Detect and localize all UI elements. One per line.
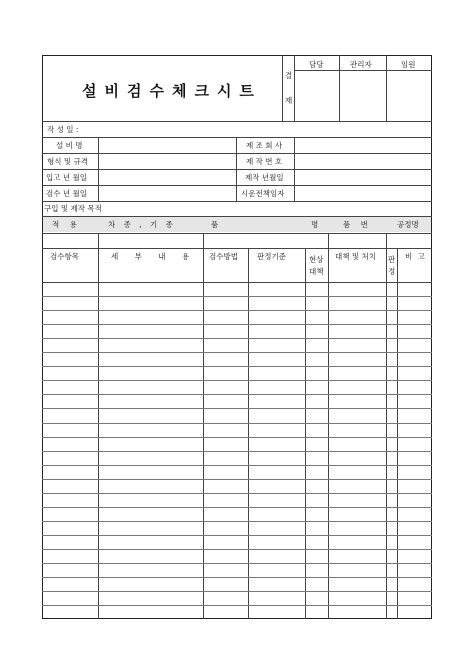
table-row-line [42,577,432,578]
col-phenomenon-top: 현상 [309,255,324,264]
row-line [42,153,432,154]
table-row-line [42,563,432,564]
table-row-line [42,451,432,452]
table-row-line [42,338,432,339]
col-judgment-bottom: 정 [388,267,396,276]
col-phenomenon-bottom: 대책 [309,267,324,276]
table-row-line [42,380,432,381]
label-serial-no: 제 작 번 호 [246,157,283,166]
header-bottom-line [42,282,432,283]
apply-label: 적 용 [52,220,81,229]
row-line [42,169,432,170]
table-row-line [42,352,432,353]
label-trial-run-manager: 시운전책임자 [241,189,285,198]
label-equipment-name: 설 비 명 [56,141,83,150]
part-label-1: 품 [211,220,219,229]
approval-divider [294,55,295,121]
table-row-line [42,493,432,494]
table-row-line [42,521,432,522]
apply-divider [386,233,387,248]
col-detail: 세 부 내 용 [111,252,190,261]
vehicle-model-label: 차 종 , 기 종 [108,220,176,229]
table-row-line [42,465,432,466]
part-label-2: 명 [311,220,319,229]
apply-divider [98,233,99,248]
section-divider [42,121,432,122]
approval-col-staff: 담당 [309,60,324,69]
table-row-line [42,423,432,424]
label-model-spec: 형식 및 규격 [47,157,88,166]
label-inspection-date: 검수 년 월일 [46,189,87,198]
table-row-line [42,437,432,438]
purpose-label: 구입 및 제작 목적 [44,204,102,213]
table-row-line [42,507,432,508]
table-row-line [42,479,432,480]
row-line [42,185,432,186]
col-criteria: 판정기준 [257,252,286,261]
col-action: 대책 및 처치 [335,252,376,261]
label-manufacturer: 제 조 회 사 [246,141,283,150]
row-line [42,201,432,202]
apply-divider [328,233,329,248]
table-row-line [42,366,432,367]
section-divider [42,248,432,249]
table-row-line [42,605,432,606]
part-no-label: 품 번 [343,220,372,229]
row-line [42,137,432,138]
table-row-line [42,296,432,297]
table-row-line [42,310,432,311]
apply-row-shade [43,217,431,232]
process-name-label: 공정명 [397,220,419,229]
table-row-line [42,394,432,395]
table-row-line [42,535,432,536]
date-label: 작 성 일 : [47,125,79,134]
table-row-line [42,591,432,592]
approval-col-executive: 임원 [401,60,416,69]
approval-header-line [294,70,432,71]
approval-label-bottom: 재 [285,96,293,105]
approval-divider [339,55,340,121]
table-row-line [42,408,432,409]
row-line [42,233,432,234]
label-manufacture-date: 제작 년월일 [245,173,284,182]
col-inspection-item: 검수항목 [50,252,79,261]
table-row-line [42,324,432,325]
col-judgment-top: 판 [388,255,396,264]
apply-divider [203,233,204,248]
approval-col-manager: 관리자 [350,60,372,69]
col-method: 검수방법 [209,252,238,261]
document-title: 설비검수체크시트 [82,82,262,100]
table-row-line [42,549,432,550]
col-remarks: 비 고 [405,252,425,261]
approval-divider [386,55,387,121]
label-receipt-date: 입고 년 월일 [46,173,87,182]
approval-divider [282,55,283,121]
approval-label-top: 결 [285,71,293,80]
